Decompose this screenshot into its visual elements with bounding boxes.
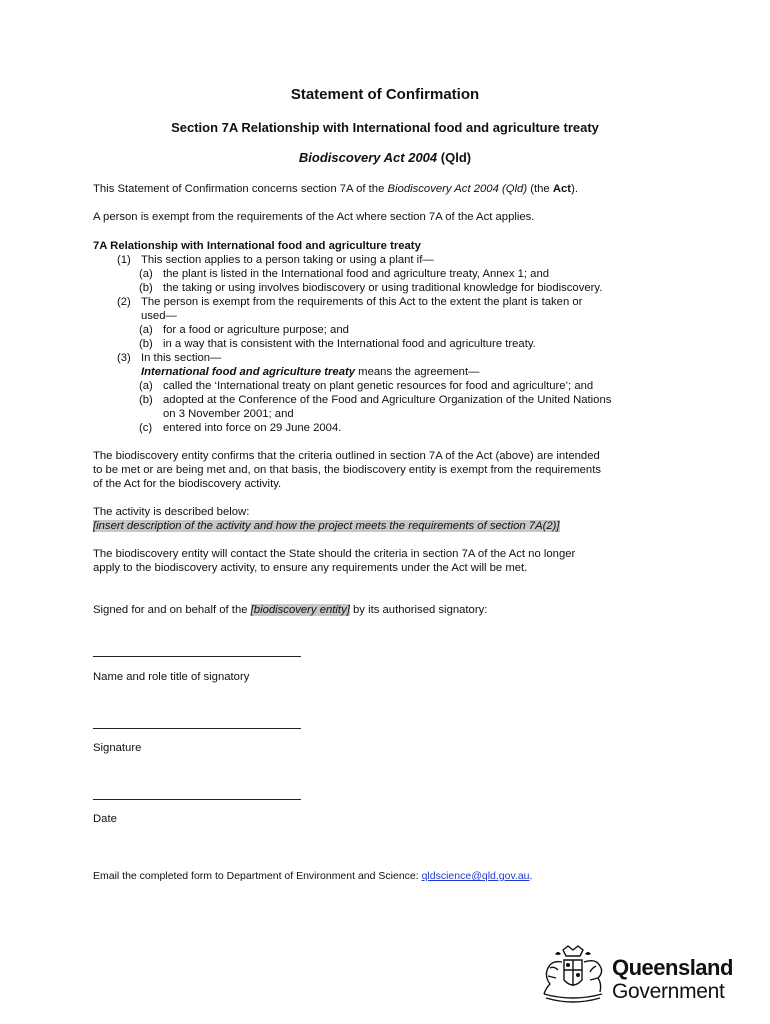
clause-text: In this section— <box>141 352 222 364</box>
intro-act-short: Act <box>552 183 572 195</box>
clause-3 <box>117 351 221 365</box>
act-title-name: Biodiscovery Act 2004 <box>298 150 438 165</box>
confirm-line-1: The biodiscovery entity confirms that the criteria outlined in section 7A of the Act (above) are intended <box>93 450 600 462</box>
name-signature-line[interactable] <box>93 656 301 657</box>
clause-number: (a) <box>139 380 153 392</box>
intro-paragraph <box>93 182 693 196</box>
clause-text: the plant is listed in the International food and agriculture treaty, Annex 1; and <box>163 268 550 280</box>
email-link[interactable]: qldscience@qld.gov.au <box>421 870 530 882</box>
section-subtitle: Section 7A Relationship with International food and agriculture treaty <box>171 120 599 135</box>
signed-prefix: Signed for and on behalf of the <box>93 604 251 616</box>
email-prefix: Email the completed form to Department of Environment and Science: <box>93 870 422 882</box>
clause-number: (c) <box>139 422 153 434</box>
clause-1a <box>139 267 549 281</box>
email-suffix: . <box>529 870 533 882</box>
confirm-line-2: to be met or are being met and, on that basis, the biodiscovery entity is exempt from the requirements <box>93 464 601 476</box>
activity-placeholder[interactable]: [insert description of the activity and how the project meets the requirements of section 7A(2)] <box>93 520 560 532</box>
definition-term: International food and agriculture treaty <box>141 366 356 378</box>
intro-act-name: Biodiscovery Act 2004 (Qld) <box>387 183 528 195</box>
act-title-jurisdiction: (Qld) <box>437 150 472 165</box>
clause-text: This section applies to a person taking or using a plant if— <box>141 254 434 266</box>
contact-line-1: The biodiscovery entity will contact the State should the criteria in section 7A of the Act no longer <box>93 548 576 560</box>
clause-number: (b) <box>139 338 153 350</box>
clause-3c <box>139 421 341 435</box>
definition <box>141 365 479 379</box>
activity-label: The activity is described below: <box>93 506 250 518</box>
email-instruction <box>93 869 532 883</box>
clause-number: (a) <box>139 268 153 280</box>
logo-queensland: Queensland <box>612 955 733 980</box>
definition-text: means the agreement— <box>355 366 480 378</box>
logo-government: Government <box>612 980 725 1003</box>
clause-text: called the ‘International treaty on plant genetic resources for food and agriculture’; and <box>163 380 594 392</box>
intro-suffix: ). <box>571 183 578 195</box>
page-title: Statement of Confirmation <box>290 86 480 103</box>
section-heading: 7A Relationship with International food and agriculture treaty <box>93 240 421 252</box>
clause-text: The person is exempt from the requirements of this Act to the extent the plant is taken or <box>141 296 583 308</box>
name-role-label: Name and role title of signatory <box>93 671 250 683</box>
date-label: Date <box>93 813 117 825</box>
clause-2 <box>117 295 582 309</box>
clause-number: (b) <box>139 282 153 294</box>
clause-3a <box>139 379 593 393</box>
clause-2-continued: used— <box>141 310 177 322</box>
date-line[interactable] <box>93 799 301 800</box>
clause-2b <box>139 337 536 351</box>
queensland-government-logo <box>538 944 738 1004</box>
clause-text: adopted at the Conference of the Food and Agriculture Organization of the United Nations <box>163 394 612 406</box>
confirm-line-3: of the Act for the biodiscovery activity. <box>93 478 282 490</box>
clause-number: (2) <box>117 296 131 308</box>
act-title <box>0 150 770 165</box>
signature-line[interactable] <box>93 728 301 729</box>
clause-3b-continued: on 3 November 2001; and <box>163 408 294 420</box>
clause-number: (1) <box>117 254 131 266</box>
clause-number: (b) <box>139 394 153 406</box>
coat-of-arms-icon <box>538 944 608 1006</box>
clause-number: (3) <box>117 352 131 364</box>
clause-text: in a way that is consistent with the International food and agriculture treaty. <box>163 338 536 350</box>
clause-text: entered into force on 29 June 2004. <box>163 422 342 434</box>
activity-field[interactable] <box>93 519 560 533</box>
signed-suffix: by its authorised signatory: <box>349 604 488 616</box>
exempt-paragraph: A person is exempt from the requirements of the Act where section 7A of the Act applies. <box>93 211 535 223</box>
clause-1b <box>139 281 602 295</box>
contact-line-2: apply to the biodiscovery activity, to ensure any requirements under the Act will be met. <box>93 562 528 574</box>
clause-1 <box>117 253 434 267</box>
clause-number: (a) <box>139 324 153 336</box>
intro-middle: (the <box>527 183 553 195</box>
clause-text: for a food or agriculture purpose; and <box>163 324 349 336</box>
signed-paragraph <box>93 603 487 617</box>
entity-placeholder[interactable]: [biodiscovery entity] <box>250 604 350 616</box>
clause-text: the taking or using involves biodiscovery or using traditional knowledge for biodiscovery. <box>163 282 603 294</box>
signature-label: Signature <box>93 742 142 754</box>
intro-prefix: This Statement of Confirmation concerns section 7A of the <box>93 183 388 195</box>
clause-2a <box>139 323 349 337</box>
clause-3b <box>139 393 611 407</box>
